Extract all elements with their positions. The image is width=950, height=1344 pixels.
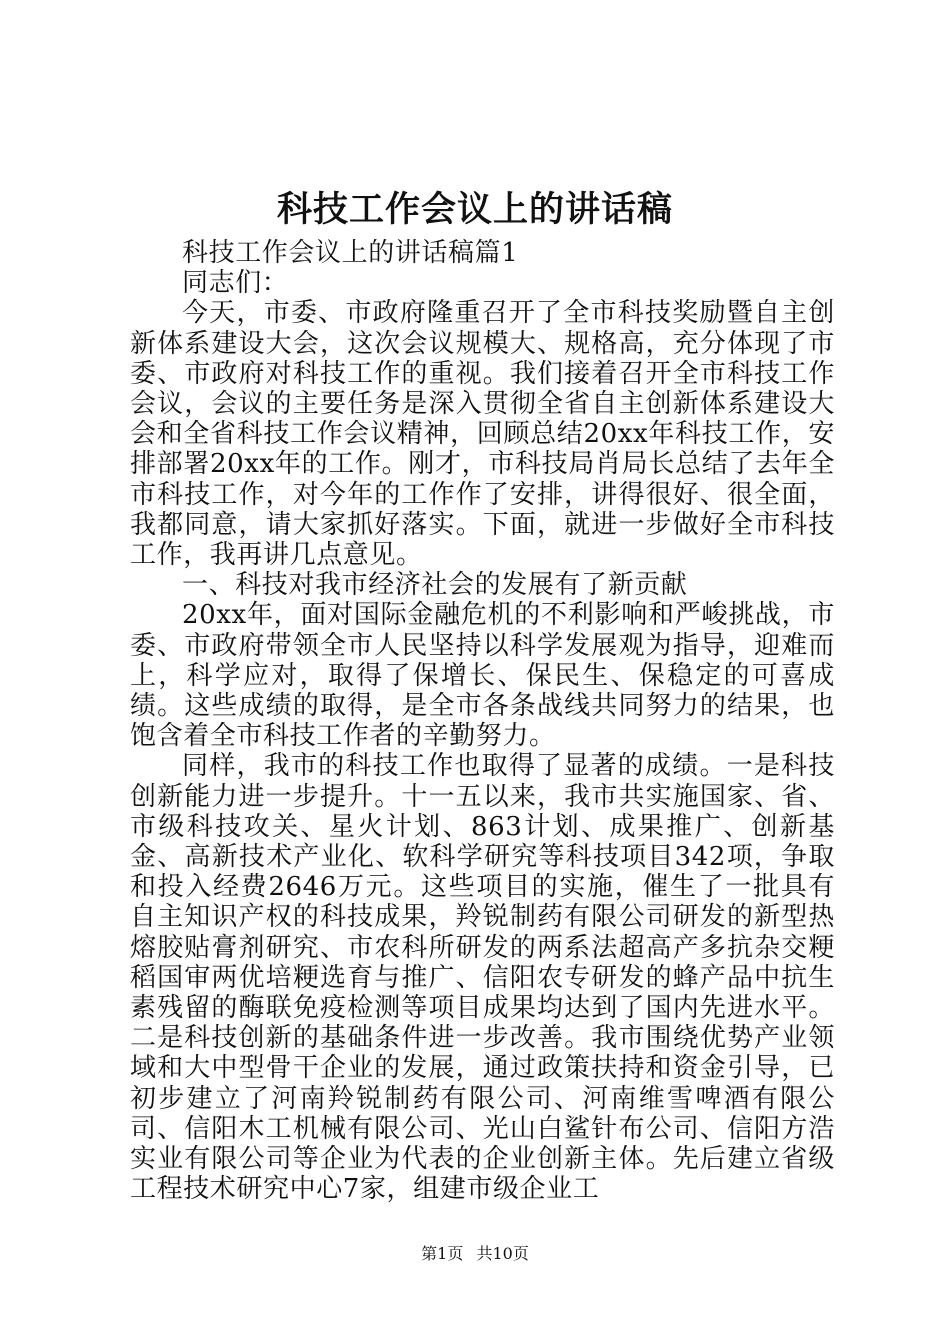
body-paragraph: 20xx年，面对国际金融危机的不利影响和严峻挑战，市委、市政府带领全市人民坚持以科学发展观为指导，迎难而上，科学应对，取得了保增长、保民生、保稳定的可喜成绩。这些成绩的取得，是全市各条战线共同努力的结果，也饱含着全市科技工作者的辛勤努力。 [130, 600, 835, 752]
page-total: 共10页 [476, 1244, 529, 1263]
body-paragraph: 今天，市委、市政府隆重召开了全市科技奖励暨自主创新体系建设大会，这次会议规模大、规格高，充分体现了市委、市政府对科技工作的重视。我们接着召开全市科技工作会议，会议的主要任务是深入贯彻全省自主创新体系建设大会和全省科技工作会议精神，回顾总结20xx年科技工作，安排部署20xx年的工作。刚才，市科技局肖局长总结了去年全市科技工作，对今年的工作作了安排，讲得很好、很全面，我都同意，请大家抓好落实。下面，就进一步做好全市科技工作，我再讲几点意见。 [130, 298, 835, 571]
page-number: 第1页 [421, 1244, 464, 1263]
section-heading: 一、科技对我市经济社会的发展有了新贡献 [182, 570, 688, 601]
section-heading: 科技工作会议上的讲话稿篇1 [182, 238, 519, 268]
document-body [130, 238, 835, 1205]
body-paragraph: 同样，我市的科技工作也取得了显著的成绩。一是科技创新能力进一步提升。十一五以来，我市共实施国家、省、市级科技攻关、星火计划、863计划、成果推广、创新基金、高新技术产业化、软科学研究等科技项目342项，争取和投入经费2646万元。这些项目的实施，催生了一批具有自主知识产权的科技成果，羚锐制药有限公司研发的新型热熔胶贴膏剂研究、市农科所研发的两系法超高产多抗杂交粳稻国审两优培粳选育与推广、信阳农专研发的蜂产品中抗生素残留的酶联免疫检测等项目成果均达到了国内先进水平。二是科技创新的基础条件进一步改善。我市围绕优势产业领域和大中型骨干企业的发展，通过政策扶持和资金引导，已初步建立了河南羚锐制药有限公司、河南维雪啤酒有限公司、信阳木工机械有限公司、光山白鲨针布公司、信阳方浩实业有限公司等企业为代表的企业创新主体。先后建立省级工程技术研究中心7家，组建市级企业工 [130, 751, 835, 1205]
salutation: 同志们： [182, 268, 289, 299]
page-footer [0, 1243, 950, 1265]
document-title: 科技工作会议上的讲话稿 [276, 189, 673, 230]
